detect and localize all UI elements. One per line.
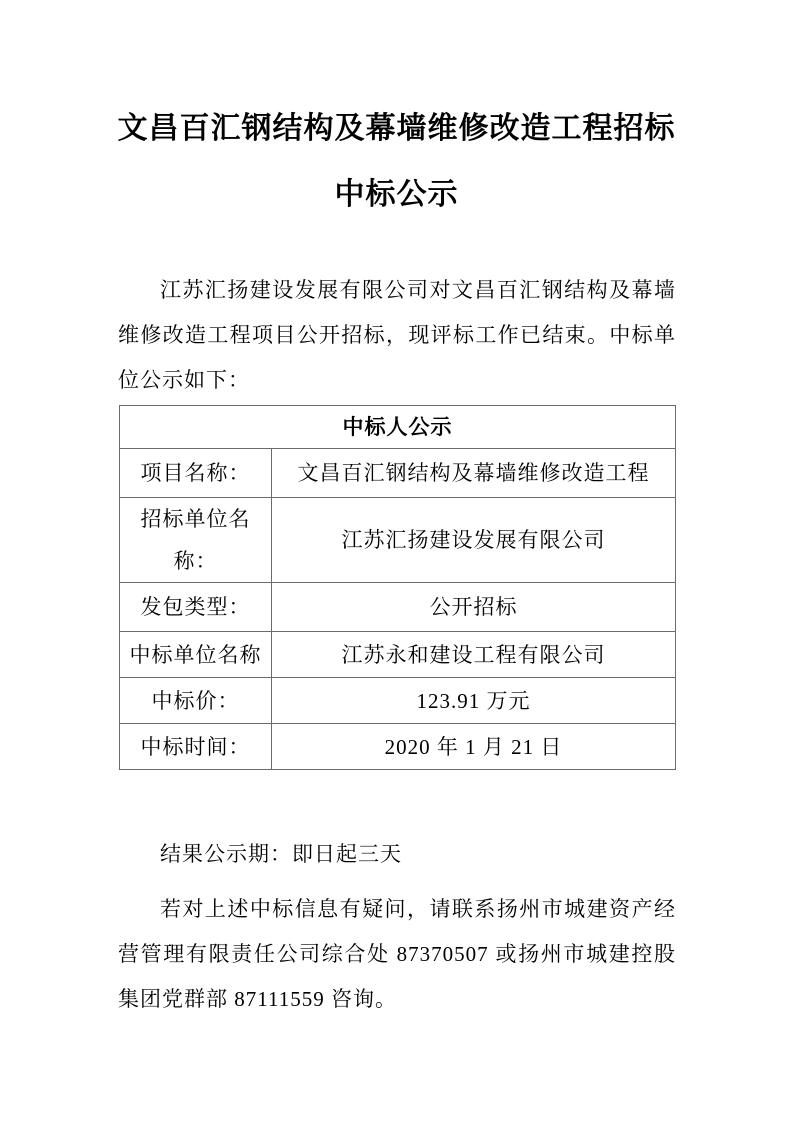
table-row-contract-type	[120, 583, 676, 632]
row-value-project-name: 文昌百汇钢结构及幕墙维修改造工程	[272, 449, 676, 498]
table-row-winning-date	[120, 724, 676, 770]
award-table	[119, 405, 676, 770]
row-label-contract-type: 发包类型：	[120, 583, 272, 632]
award-table-container	[119, 405, 676, 770]
publicity-period-text: 结果公示期：即日起三天	[160, 842, 402, 866]
row-label-tendering-unit: 招标单位名称：	[120, 498, 272, 583]
row-value-winning-price: 123.91 万元	[272, 678, 676, 724]
row-value-contract-type: 公开招标	[272, 583, 676, 632]
document-title-line1: 文昌百汇钢结构及幕墙维修改造工程招标	[117, 112, 676, 145]
table-row-winning-price	[120, 678, 676, 724]
contact-note-text: 若对上述中标信息有疑问，请联系扬州市城建资产经营管理有限责任公司综合处 87370507 或扬州市城建控股集团党群部 87111559 咨询。	[118, 897, 676, 1011]
table-header-row	[120, 406, 676, 449]
row-label-winning-unit: 中标单位名称	[120, 632, 272, 678]
table-row-winning-unit	[120, 632, 676, 678]
row-label-winning-date: 中标时间：	[120, 724, 272, 770]
row-label-winning-price: 中标价：	[120, 678, 272, 724]
row-value-winning-date: 2020 年 1 月 21 日	[272, 724, 676, 770]
footer-section	[118, 832, 676, 1022]
document-title	[0, 0, 793, 228]
table-title: 中标人公示	[120, 406, 676, 449]
row-value-winning-unit: 江苏永和建设工程有限公司	[272, 632, 676, 678]
row-label-project-name: 项目名称：	[120, 449, 272, 498]
table-row-tendering-unit	[120, 498, 676, 583]
document-title-line2: 中标公示	[334, 178, 459, 211]
intro-paragraph: 江苏汇扬建设发展有限公司对文昌百汇钢结构及幕墙维修改造工程项目公开招标，现评标工作已结束。中标单位公示如下：	[118, 278, 676, 392]
row-value-tendering-unit: 江苏汇扬建设发展有限公司	[272, 498, 676, 583]
table-row-project-name	[120, 449, 676, 498]
